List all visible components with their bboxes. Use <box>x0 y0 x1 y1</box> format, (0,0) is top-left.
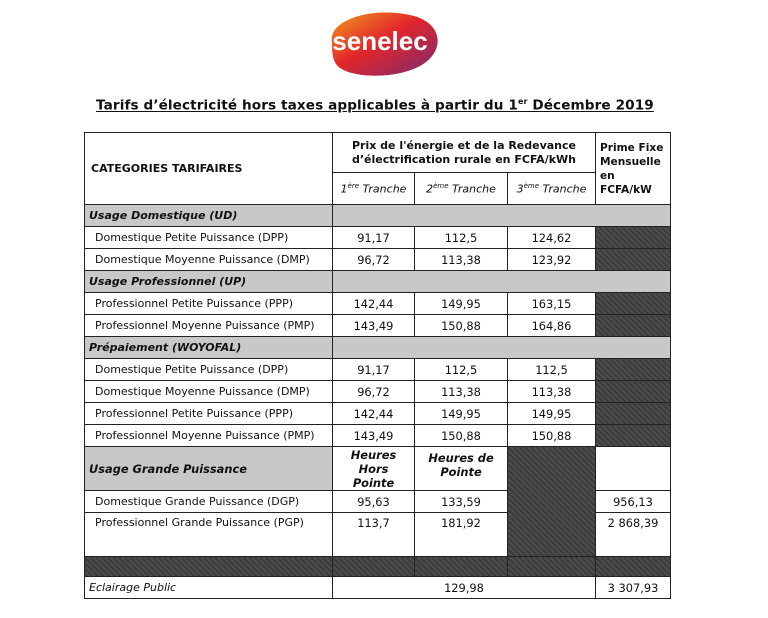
tranche-3-value: 150,88 <box>508 425 596 447</box>
table-row <box>85 315 671 337</box>
section-domestique: Usage Domestique (UD) <box>85 205 333 227</box>
tranche-3-value: 163,15 <box>508 293 596 315</box>
spacer-row <box>85 557 671 577</box>
tariff-table <box>84 132 671 599</box>
table-row <box>85 381 671 403</box>
eclairage-prime: 3 307,93 <box>596 577 671 599</box>
shaded-cell <box>596 381 671 403</box>
price-header: Prix de l'énergie et de la Redevance d’électrification rurale en FCFA/kWh <box>333 133 596 173</box>
tranche-3-header: 3ème Tranche <box>508 173 596 205</box>
table-row <box>85 227 671 249</box>
eclairage-label: Eclairage Public <box>85 577 333 599</box>
shaded-cell <box>596 293 671 315</box>
prime-value: 2 868,39 <box>596 513 671 557</box>
senelec-logo <box>318 8 442 78</box>
tranche-2-value: 112,5 <box>415 359 508 381</box>
table-row <box>85 359 671 381</box>
row-label: Professionnel Petite Puissance (PPP) <box>85 403 333 425</box>
shaded-cell <box>596 227 671 249</box>
section-row <box>85 271 671 293</box>
tranche-2-value: 113,38 <box>415 249 508 271</box>
tranche-3-value: 164,86 <box>508 315 596 337</box>
tranche-2-value: 113,38 <box>415 381 508 403</box>
section-professionnel: Usage Professionnel (UP) <box>85 271 333 293</box>
pointe-value: 181,92 <box>415 513 508 557</box>
row-label: Domestique Moyenne Puissance (DMP) <box>85 381 333 403</box>
row-label: Domestique Grande Puissance (DGP) <box>85 491 333 513</box>
hors-pointe-header: Heures Hors Pointe <box>333 447 415 491</box>
tranche-1-value: 96,72 <box>333 381 415 403</box>
tranche-2-value: 112,5 <box>415 227 508 249</box>
header-row <box>85 133 671 173</box>
logo-wordmark: senelec <box>332 26 428 56</box>
tranche-3-value: 113,38 <box>508 381 596 403</box>
tranche-3-value: 112,5 <box>508 359 596 381</box>
page-title: Tarifs d’électricité hors taxes applicables à partir du 1er Décembre 2019 <box>96 97 654 114</box>
tranche-3-value: 149,95 <box>508 403 596 425</box>
tranche-2-header: 2ème Tranche <box>415 173 508 205</box>
section-row <box>85 205 671 227</box>
eclairage-row <box>85 577 671 599</box>
eclairage-value: 129,98 <box>333 577 596 599</box>
shaded-cell <box>596 425 671 447</box>
tranche-2-value: 149,95 <box>415 293 508 315</box>
shaded-cell <box>508 447 596 557</box>
hors-pointe-value: 95,63 <box>333 491 415 513</box>
row-label: Domestique Petite Puissance (DPP) <box>85 359 333 381</box>
row-label: Professionnel Moyenne Puissance (PMP) <box>85 315 333 337</box>
section-grande-puissance: Usage Grande Puissance <box>85 447 333 491</box>
table-row <box>85 293 671 315</box>
pointe-header: Heures de Pointe <box>415 447 508 491</box>
section-prepaiement: Prépaiement (WOYOFAL) <box>85 337 333 359</box>
shaded-cell <box>596 359 671 381</box>
shaded-cell <box>596 403 671 425</box>
prime-value: 956,13 <box>596 491 671 513</box>
tranche-2-value: 149,95 <box>415 403 508 425</box>
tranche-1-value: 96,72 <box>333 249 415 271</box>
table-row <box>85 249 671 271</box>
grande-puissance-header-row <box>85 447 671 491</box>
shaded-cell <box>596 315 671 337</box>
tranche-1-value: 142,44 <box>333 293 415 315</box>
tranche-2-value: 150,88 <box>415 425 508 447</box>
tranche-1-value: 142,44 <box>333 403 415 425</box>
categories-header: CATEGORIES TARIFAIRES <box>85 133 333 205</box>
row-label: Professionnel Petite Puissance (PPP) <box>85 293 333 315</box>
tranche-3-value: 124,62 <box>508 227 596 249</box>
tranche-2-value: 150,88 <box>415 315 508 337</box>
tranche-1-value: 143,49 <box>333 425 415 447</box>
tranche-1-header: 1ère Tranche <box>333 173 415 205</box>
row-label: Professionnel Grande Puissance (PGP) <box>85 513 333 557</box>
row-label: Domestique Moyenne Puissance (DMP) <box>85 249 333 271</box>
tranche-3-value: 123,92 <box>508 249 596 271</box>
pointe-value: 133,59 <box>415 491 508 513</box>
table-row <box>85 425 671 447</box>
row-label: Domestique Petite Puissance (DPP) <box>85 227 333 249</box>
prime-header: Prime Fixe Mensuelle en FCFA/kW <box>596 133 671 205</box>
tranche-1-value: 91,17 <box>333 359 415 381</box>
hors-pointe-value: 113,7 <box>333 513 415 557</box>
row-label: Professionnel Moyenne Puissance (PMP) <box>85 425 333 447</box>
tranche-1-value: 143,49 <box>333 315 415 337</box>
table-row <box>85 403 671 425</box>
tranche-1-value: 91,17 <box>333 227 415 249</box>
section-row <box>85 337 671 359</box>
shaded-cell <box>596 249 671 271</box>
